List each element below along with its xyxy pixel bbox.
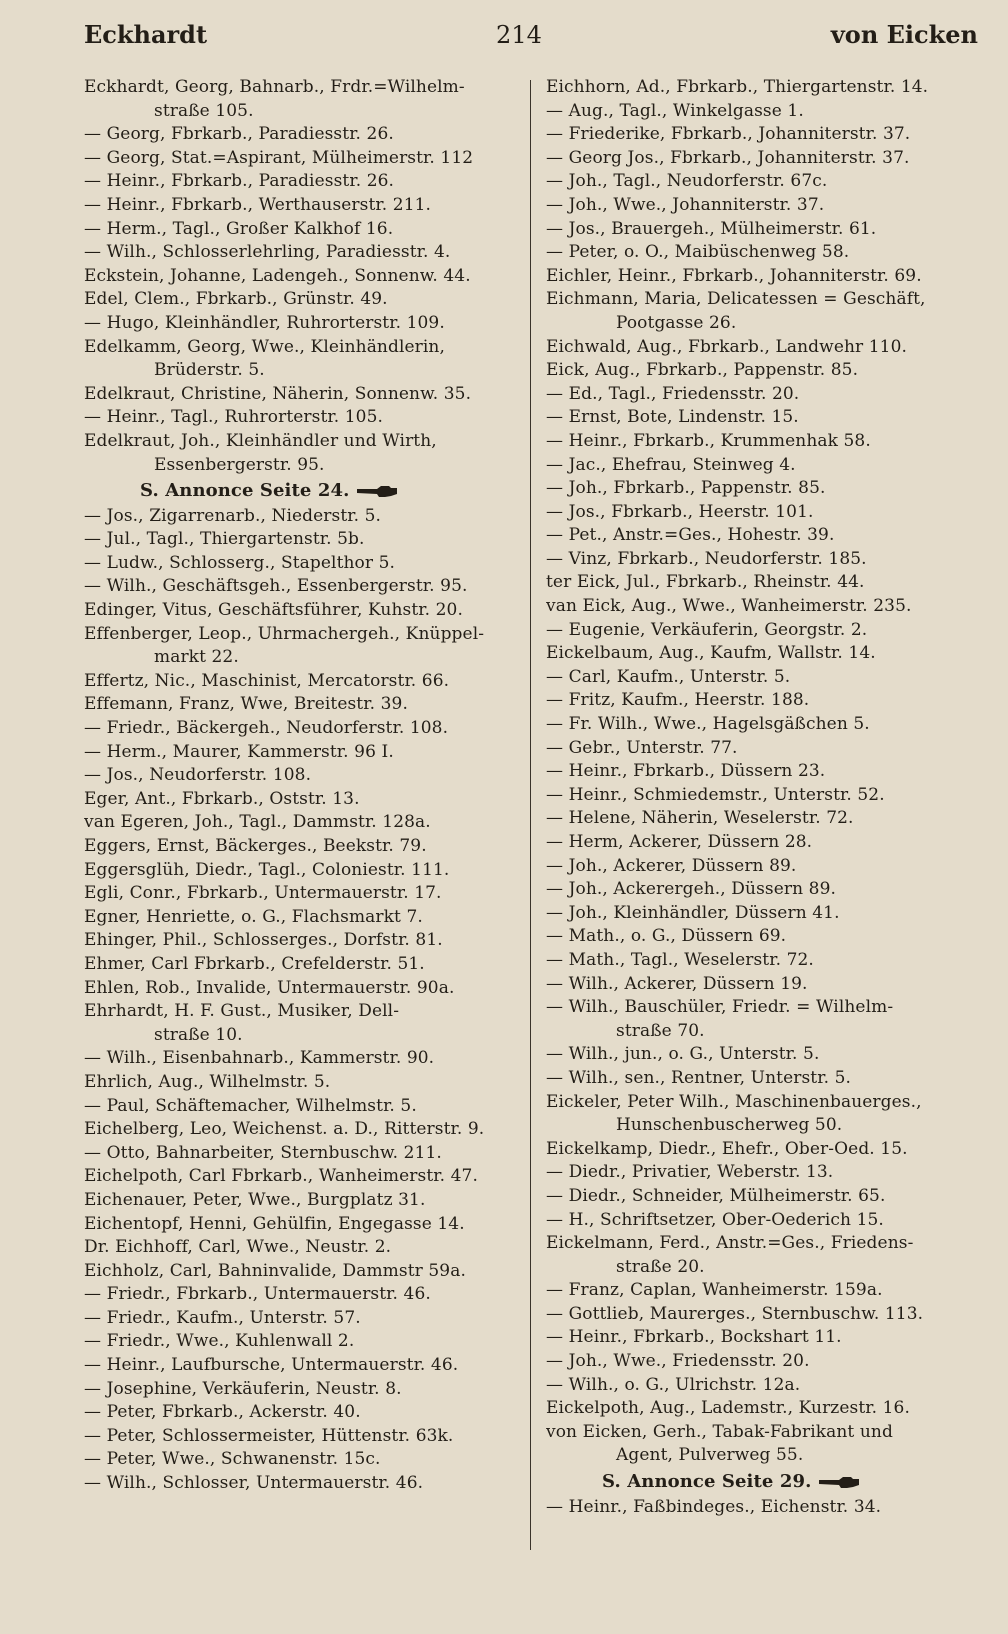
directory-entry (546, 336, 974, 360)
entry-continuation (84, 100, 512, 124)
directory-entry (546, 430, 974, 454)
entry-text: Egner, Henriette, o. G., Flachsmarkt 7. (84, 906, 423, 927)
directory-entry (546, 100, 974, 124)
entry-text: — Otto, Bahnarbeiter, Sternbuschw. 211. (84, 1142, 442, 1163)
directory-entry (84, 1330, 512, 1354)
entry-text: Eickelmann, Ferd., Anstr.=Ges., Friedens- (546, 1233, 914, 1254)
directory-entry (84, 288, 512, 312)
entry-text: — Hugo, Kleinhändler, Ruhrorterstr. 109. (84, 312, 445, 333)
entry-text: Ehrlich, Aug., Wilhelmstr. 5. (84, 1071, 331, 1092)
directory-entry (546, 1209, 974, 1233)
entry-text: von Eicken, Gerh., Tabak-Fabrikant und (546, 1421, 893, 1442)
entry-text: — Ludw., Schlosserg., Stapelthor 5. (84, 552, 396, 573)
directory-entry (84, 1189, 512, 1213)
entry-continuation (84, 646, 512, 670)
entry-continuation (546, 312, 974, 336)
entry-text: Agent, Pulverweg 55. (616, 1445, 804, 1466)
entry-text: — Wilh., Schlosserlehrling, Paradiesstr. 4. (84, 242, 451, 263)
entry-text: Eggers, Ernst, Bäckerges., Beekstr. 79. (84, 836, 427, 856)
header-right-name: von Eicken (830, 20, 978, 49)
entry-text: — Peter, Schlossermeister, Hüttenstr. 63k. (84, 1425, 454, 1446)
directory-entry (546, 595, 974, 619)
directory-entry (84, 1378, 512, 1402)
entry-text: — Herm., Tagl., Großer Kalkhof 16. (84, 218, 394, 239)
page-header (84, 20, 978, 60)
entry-text: — Helene, Näherin, Weselerstr. 72. (546, 808, 854, 829)
entry-text: — Math., o. G., Düssern 69. (546, 926, 787, 947)
directory-entry (84, 336, 512, 360)
entry-text: — Aug., Tagl., Winkelgasse 1. (546, 100, 804, 121)
directory-entry (546, 241, 974, 265)
entry-text: straße 105. (154, 100, 254, 121)
entry-text: — Gottlieb, Maurerges., Sternbuschw. 113. (546, 1303, 924, 1324)
entry-text: Egli, Conr., Fbrkarb., Untermauerstr. 17. (84, 883, 442, 904)
directory-entry (546, 123, 974, 147)
directory-entry (84, 835, 512, 859)
directory-entry (84, 430, 512, 454)
entry-continuation (84, 1024, 512, 1048)
entry-text: — Pet., Anstr.=Ges., Hohestr. 39. (546, 525, 835, 546)
directory-entry (546, 760, 974, 784)
entry-text: — Wilh., sen., Rentner, Unterstr. 5. (546, 1067, 852, 1088)
directory-entry (546, 878, 974, 902)
entry-text: — Joh., Wwe., Johanniterstr. 37. (546, 194, 825, 215)
left-column (84, 76, 512, 1496)
entry-text: — Ernst, Bote, Lindenstr. 15. (546, 407, 799, 428)
entry-text: — Georg Jos., Fbrkarb., Johanniterstr. 37. (546, 147, 910, 168)
directory-entry (84, 170, 512, 194)
entry-text: — Peter, Wwe., Schwanenstr. 15c. (84, 1449, 381, 1470)
directory-entry (84, 788, 512, 812)
directory-entry (84, 265, 512, 289)
entry-text: — Heinr., Fbrkarb., Werthauserstr. 211. (84, 194, 432, 215)
entry-text: Eichentopf, Henni, Gehülfin, Engegasse 14. (84, 1213, 465, 1234)
entry-text: — Joh., Kleinhändler, Düssern 41. (546, 902, 840, 923)
entry-text: Ehrhardt, H. F. Gust., Musiker, Dell- (84, 1001, 400, 1022)
entry-text: — Wilh., Geschäftsgeh., Essenbergerstr. 95. (84, 576, 468, 597)
directory-entry (546, 383, 974, 407)
entry-text: — Wilh., Ackerer, Düssern 19. (546, 973, 808, 994)
pointing-hand-icon (355, 483, 399, 499)
right-column (546, 76, 974, 1519)
directory-entry (546, 855, 974, 879)
entry-text: Eichhorn, Ad., Fbrkarb., Thiergartenstr. 14. (546, 77, 929, 97)
entry-text: straße 70. (616, 1020, 705, 1041)
directory-entry (546, 454, 974, 478)
directory-entry (84, 575, 512, 599)
entry-text: Pootgasse 26. (616, 312, 737, 333)
directory-entry (84, 599, 512, 623)
directory-entry (84, 670, 512, 694)
directory-entry (84, 194, 512, 218)
entry-text: — Joh., Wwe., Friedensstr. 20. (546, 1351, 810, 1372)
entry-text: Effertz, Nic., Maschinist, Mercatorstr. 66. (84, 670, 450, 691)
directory-entry (546, 406, 974, 430)
entry-text: van Egeren, Joh., Tagl., Dammstr. 128a. (84, 812, 431, 833)
entry-text: Eckstein, Johanne, Ladengeh., Sonnenw. 44. (84, 265, 471, 286)
entry-text: Edelkraut, Joh., Kleinhändler und Wirth, (84, 430, 437, 451)
directory-entry (84, 811, 512, 835)
entry-text: — Carl, Kaufm., Unterstr. 5. (546, 666, 791, 687)
entry-text: Eick, Aug., Fbrkarb., Pappenstr. 85. (546, 360, 859, 381)
directory-entry (546, 477, 974, 501)
directory-entry (84, 1071, 512, 1095)
directory-entry (84, 312, 512, 336)
entry-text: — Jos., Neudorferstr. 108. (84, 765, 312, 786)
directory-entry (84, 882, 512, 906)
entry-text: — Wilh., Schlosser, Untermauerstr. 46. (84, 1473, 424, 1494)
entry-continuation (84, 454, 512, 478)
directory-entry (84, 123, 512, 147)
directory-entry (84, 717, 512, 741)
entry-text: — Peter, Fbrkarb., Ackerstr. 40. (84, 1402, 361, 1423)
entry-text: — Heinr., Fbrkarb., Paradiesstr. 26. (84, 171, 395, 192)
entry-text: — Heinr., Fbrkarb., Krummenhak 58. (546, 430, 871, 451)
entry-text: Eichholz, Carl, Bahninvalide, Dammstr 59a. (84, 1260, 466, 1281)
entry-text: Eichwald, Aug., Fbrkarb., Landwehr 110. (546, 336, 908, 357)
directory-entry (546, 784, 974, 808)
directory-entry (84, 1213, 512, 1237)
entry-text: — Herm., Maurer, Kammerstr. 96 I. (84, 741, 394, 762)
entry-text: Edelkraut, Christine, Näherin, Sonnenw. 35. (84, 383, 472, 404)
entry-continuation (84, 359, 512, 383)
directory-entry (546, 642, 974, 666)
directory-entry (546, 973, 974, 997)
entry-text: — Franz, Caplan, Wanheimerstr. 159a. (546, 1280, 883, 1301)
entry-text: Ehlen, Rob., Invalide, Untermauerstr. 90a. (84, 977, 455, 998)
entry-text: Edelkamm, Georg, Wwe., Kleinhändlerin, (84, 336, 445, 357)
directory-entry (84, 147, 512, 171)
directory-entry (84, 623, 512, 647)
directory-entry (84, 1472, 512, 1496)
entry-text: — Joh., Ackerer, Düssern 89. (546, 855, 797, 876)
entry-text: Eggersglüh, Diedr., Tagl., Coloniestr. 111. (84, 859, 450, 880)
directory-entry (546, 218, 974, 242)
entry-text: S. Annonce Seite 29. (602, 1471, 812, 1493)
directory-entry (84, 528, 512, 552)
entry-text: — Paul, Schäftemacher, Wilhelmstr. 5. (84, 1095, 417, 1116)
directory-entry (84, 1260, 512, 1284)
directory-entry (546, 1496, 974, 1520)
directory-entry (546, 501, 974, 525)
entry-continuation (546, 1114, 974, 1138)
annonce-reference (84, 479, 512, 503)
pointing-hand-icon (817, 1474, 861, 1490)
directory-entry (84, 406, 512, 430)
directory-entry (84, 977, 512, 1001)
directory-entry (546, 76, 974, 100)
directory-entry (84, 1354, 512, 1378)
entry-text: Eichenauer, Peter, Wwe., Burgplatz 31. (84, 1189, 426, 1210)
directory-entry (546, 265, 974, 289)
directory-entry (546, 1185, 974, 1209)
entry-continuation (546, 1256, 974, 1280)
entry-text: van Eick, Aug., Wwe., Wanheimerstr. 235. (546, 596, 912, 617)
directory-entry (546, 1043, 974, 1067)
directory-entry (546, 194, 974, 218)
entry-text: — Diedr., Schneider, Mülheimerstr. 65. (546, 1185, 886, 1206)
entry-text: Essenbergerstr. 95. (154, 454, 325, 475)
entry-text: — Heinr., Fbrkarb., Düssern 23. (546, 761, 826, 782)
entry-text: Eichelpoth, Carl Fbrkarb., Wanheimerstr. 47. (84, 1166, 478, 1187)
entry-text: — H., Schriftsetzer, Ober-Oederich 15. (546, 1209, 884, 1230)
entry-text: — Vinz, Fbrkarb., Neudorferstr. 185. (546, 548, 867, 569)
entry-text: — Jos., Zigarrenarb., Niederstr. 5. (84, 505, 382, 526)
directory-entry (84, 1118, 512, 1142)
directory-entry (84, 906, 512, 930)
directory-entry (84, 693, 512, 717)
entry-text: Eichmann, Maria, Delicatessen = Geschäft, (546, 289, 926, 310)
directory-entry (546, 1326, 974, 1350)
entry-text: — Jul., Tagl., Thiergartenstr. 5b. (84, 529, 365, 550)
entry-text: — Georg, Stat.=Aspirant, Mülheimerstr. 112 (84, 147, 474, 168)
entry-text: — Joh., Ackerergeh., Düssern 89. (546, 879, 836, 900)
entry-text: — Wilh., jun., o. G., Unterstr. 5. (546, 1044, 820, 1065)
entry-text: Brüderstr. 5. (154, 360, 265, 381)
directory-entry (546, 1091, 974, 1115)
entry-continuation (546, 1020, 974, 1044)
directory-entry (84, 1165, 512, 1189)
directory-entry (84, 383, 512, 407)
directory-entry (546, 737, 974, 761)
entry-text: Eickelkamp, Diedr., Ehefr., Ober-Oed. 15. (546, 1138, 908, 1159)
entry-text: Edinger, Vitus, Geschäftsführer, Kuhstr. 20. (84, 600, 463, 621)
entry-text: ter Eick, Jul., Fbrkarb., Rheinstr. 44. (546, 572, 865, 593)
directory-entry (546, 689, 974, 713)
header-left-name: Eckhardt (84, 20, 208, 49)
entry-text: Edel, Clem., Fbrkarb., Grünstr. 49. (84, 289, 388, 310)
entry-text: — Herm, Ackerer, Düssern 28. (546, 832, 813, 852)
directory-entry (546, 925, 974, 949)
directory-entry (546, 1232, 974, 1256)
directory-entry (84, 218, 512, 242)
entry-text: — Jac., Ehefrau, Steinweg 4. (546, 454, 796, 475)
entry-text: S. Annonce Seite 24. (140, 480, 350, 502)
entry-text: — Wilh., o. G., Ulrichstr. 12a. (546, 1374, 801, 1395)
entry-text: Eickeler, Peter Wilh., Maschinenbauerges., (546, 1091, 922, 1112)
directory-entry (84, 241, 512, 265)
entry-text: Eichler, Heinr., Fbrkarb., Johanniterstr. 69. (546, 265, 922, 286)
entry-text: Effenberger, Leop., Uhrmachergeh., Knüppel- (84, 623, 485, 644)
directory-entry (546, 1303, 974, 1327)
entry-text: — Jos., Brauergeh., Mülheimerstr. 61. (546, 218, 877, 239)
directory-entry (546, 571, 974, 595)
entry-text: — Heinr., Faßbindeges., Eichenstr. 34. (546, 1496, 882, 1517)
entry-text: — Friedr., Bäckergeh., Neudorferstr. 108. (84, 718, 449, 739)
column-divider (530, 80, 531, 1550)
entry-text: — Heinr., Fbrkarb., Bockshart 11. (546, 1327, 842, 1348)
entry-text: Effemann, Franz, Wwe, Breitestr. 39. (84, 694, 408, 715)
directory-entry (546, 1350, 974, 1374)
directory-entry (546, 1067, 974, 1091)
directory-entry (546, 548, 974, 572)
directory-entry (84, 1236, 512, 1260)
entry-text: — Josephine, Verkäuferin, Neustr. 8. (84, 1378, 402, 1399)
entry-text: — Fr. Wilh., Wwe., Hagelsgäßchen 5. (546, 714, 870, 735)
entry-text: Eckhardt, Georg, Bahnarb., Frdr.=Wilhelm- (84, 77, 465, 97)
directory-entry (84, 859, 512, 883)
directory-entry (546, 831, 974, 855)
entry-text: Eickelbaum, Aug., Kaufm, Wallstr. 14. (546, 643, 876, 664)
page-number: 214 (496, 21, 542, 49)
entry-text: — Ed., Tagl., Friedensstr. 20. (546, 383, 800, 404)
directory-entry (546, 1138, 974, 1162)
entry-text: markt 22. (154, 647, 239, 668)
directory-entry (546, 949, 974, 973)
entry-text: — Peter, o. O., Maibüschenweg 58. (546, 242, 850, 263)
directory-entry (546, 996, 974, 1020)
entry-continuation (546, 1444, 974, 1468)
entry-text: — Joh., Tagl., Neudorferstr. 67c. (546, 171, 828, 192)
entry-text: — Wilh., Eisenbahnarb., Kammerstr. 90. (84, 1048, 435, 1069)
directory-entry (84, 505, 512, 529)
directory-entry (84, 929, 512, 953)
directory-entry (84, 1448, 512, 1472)
entry-text: — Joh., Fbrkarb., Pappenstr. 85. (546, 478, 826, 499)
entry-text: Dr. Eichhoff, Carl, Wwe., Neustr. 2. (84, 1237, 392, 1258)
directory-entry (546, 666, 974, 690)
entry-text: — Georg, Fbrkarb., Paradiesstr. 26. (84, 124, 394, 145)
directory-entry (546, 1279, 974, 1303)
entry-text: — Heinr., Schmiedemstr., Unterstr. 52. (546, 784, 885, 805)
directory-entry (84, 1283, 512, 1307)
entry-text: — Fritz, Kaufm., Heerstr. 188. (546, 690, 810, 711)
directory-entry (84, 1142, 512, 1166)
entry-text: — Friedr., Wwe., Kuhlenwall 2. (84, 1331, 355, 1352)
directory-entry (84, 76, 512, 100)
annonce-reference (546, 1470, 974, 1494)
entry-text: — Diedr., Privatier, Weberstr. 13. (546, 1162, 834, 1183)
directory-entry (84, 764, 512, 788)
directory-entry (84, 552, 512, 576)
entry-text: Eichelberg, Leo, Weichenst. a. D., Ritterstr. 9. (84, 1119, 485, 1140)
entry-text: straße 20. (616, 1256, 705, 1277)
entry-text: — Math., Tagl., Weselerstr. 72. (546, 949, 814, 970)
entry-text: — Friedr., Kaufm., Unterstr. 57. (84, 1307, 361, 1328)
directory-entry (546, 619, 974, 643)
directory-entry (546, 1397, 974, 1421)
directory-entry (546, 1374, 974, 1398)
directory-entry (84, 1425, 512, 1449)
directory-entry (84, 1307, 512, 1331)
entry-text: Eickelpoth, Aug., Lademstr., Kurzestr. 16. (546, 1398, 910, 1419)
entry-text: — Jos., Fbrkarb., Heerstr. 101. (546, 501, 814, 522)
entry-text: straße 10. (154, 1024, 243, 1045)
directory-entry (546, 902, 974, 926)
directory-entry (84, 953, 512, 977)
directory-entry (546, 807, 974, 831)
directory-entry (84, 1047, 512, 1071)
directory-entry (84, 1095, 512, 1119)
entry-text: — Wilh., Bauschüler, Friedr. = Wilhelm- (546, 997, 894, 1018)
entry-text: — Heinr., Laufbursche, Untermauerstr. 46. (84, 1355, 459, 1376)
directory-entry (84, 1401, 512, 1425)
entry-text: — Heinr., Tagl., Ruhrorterstr. 105. (84, 407, 384, 428)
directory-entry (84, 1000, 512, 1024)
entry-text: Eger, Ant., Fbrkarb., Oststr. 13. (84, 788, 360, 809)
directory-entry (546, 1421, 974, 1445)
directory-entry (546, 288, 974, 312)
directory-entry (546, 359, 974, 383)
directory-entry (84, 741, 512, 765)
directory-entry (546, 170, 974, 194)
entry-text: Ehinger, Phil., Schlosserges., Dorfstr. 81. (84, 930, 443, 951)
directory-entry (546, 524, 974, 548)
entry-text: — Friederike, Fbrkarb., Johanniterstr. 37. (546, 124, 911, 145)
entry-text: Hunschenbuscherweg 50. (616, 1115, 843, 1136)
directory-entry (546, 713, 974, 737)
entry-text: — Friedr., Fbrkarb., Untermauerstr. 46. (84, 1284, 431, 1305)
entry-text: Ehmer, Carl Fbrkarb., Crefelderstr. 51. (84, 953, 425, 974)
entry-text: — Gebr., Unterstr. 77. (546, 737, 738, 758)
entry-text: — Eugenie, Verkäuferin, Georgstr. 2. (546, 619, 868, 640)
directory-entry (546, 147, 974, 171)
directory-entry (546, 1161, 974, 1185)
